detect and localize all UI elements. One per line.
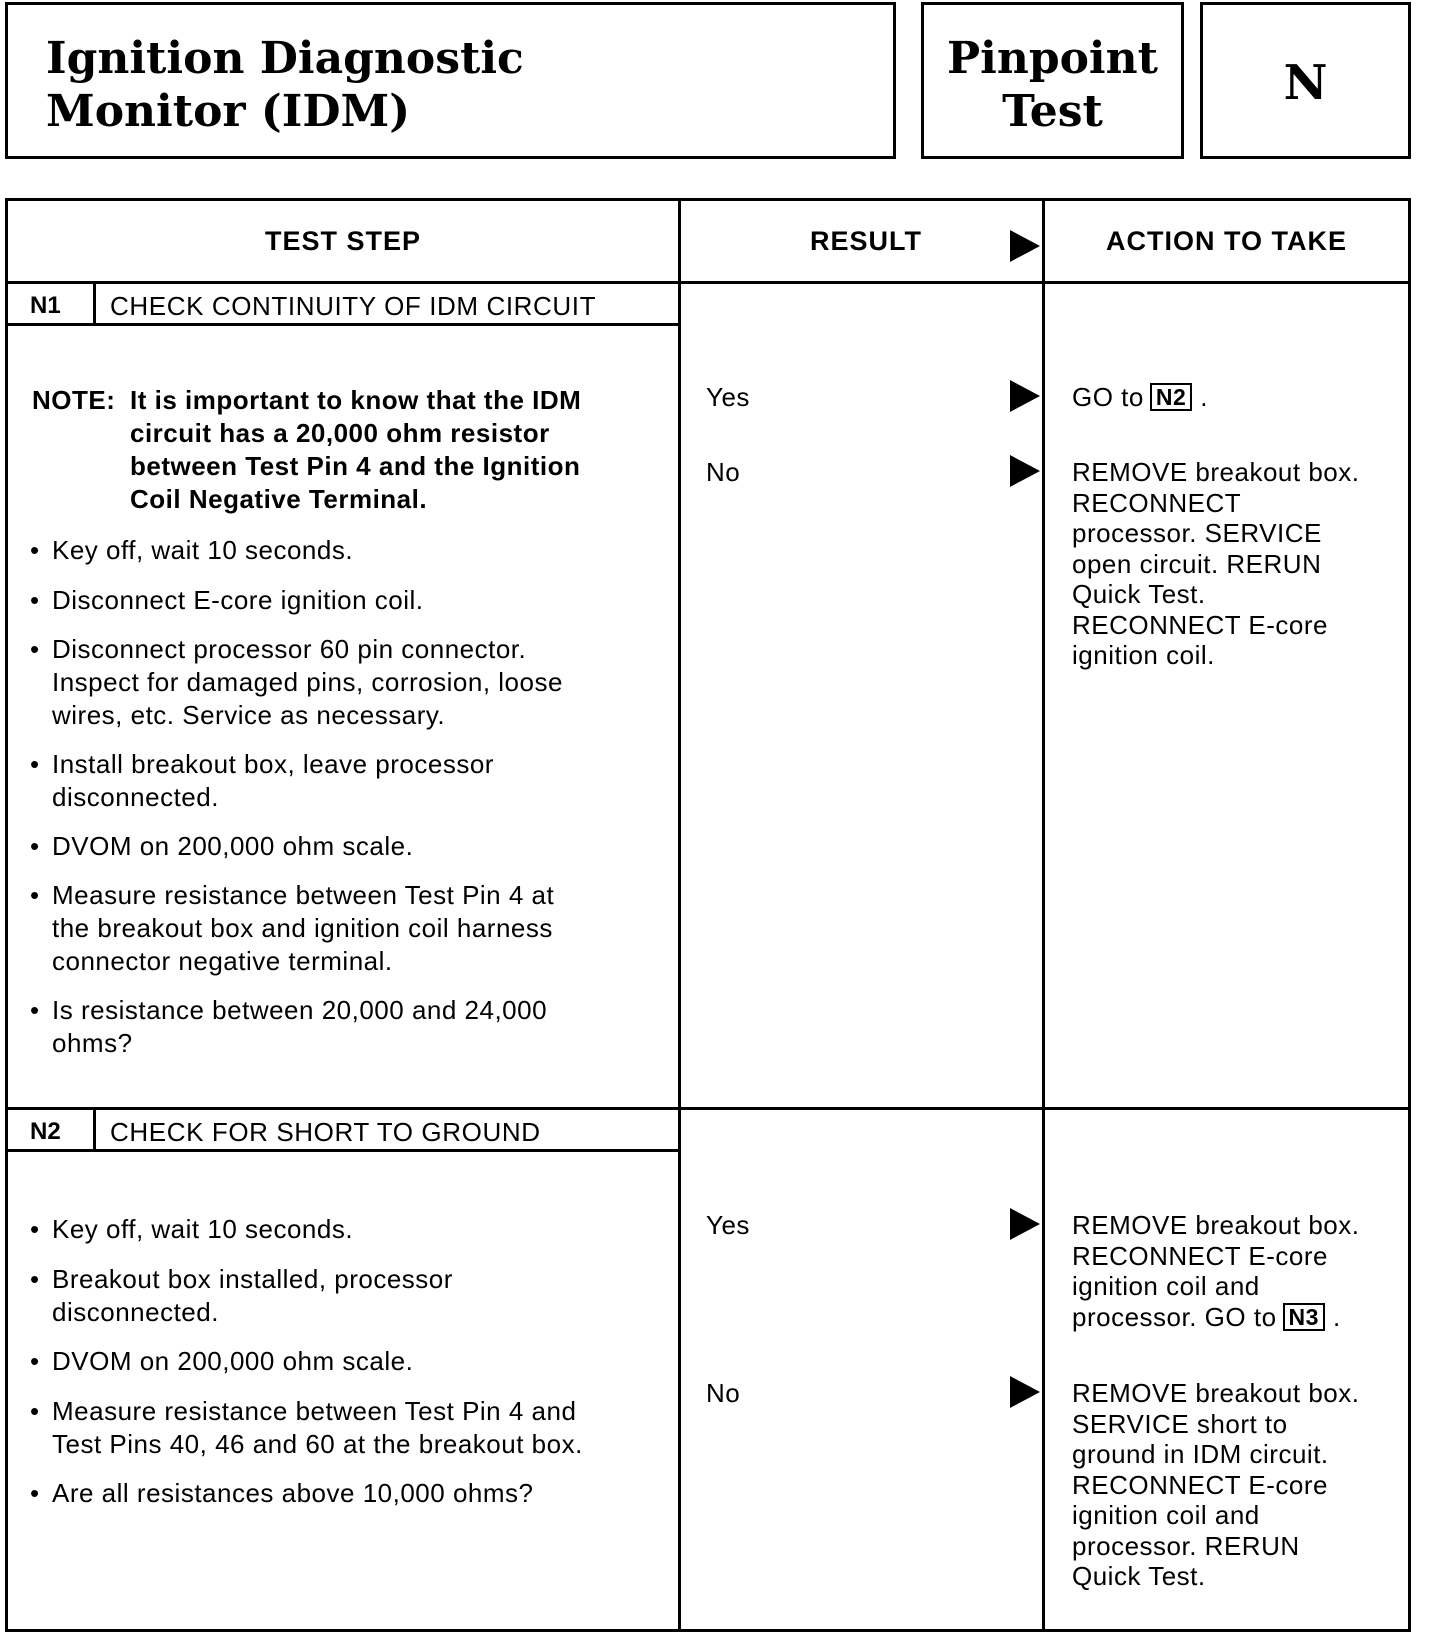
document-title (46, 32, 524, 138)
n2-title-divider (5, 1149, 681, 1152)
step-reference-n2[interactable]: N2 (1150, 383, 1192, 411)
action-line: ignition coil and (1072, 1500, 1260, 1530)
action-suffix: . (1200, 382, 1208, 412)
result-arrow-icon (1010, 455, 1040, 487)
bullet-dot-icon: • (30, 749, 40, 779)
bullet-line: the breakout box and ignition coil harness (52, 913, 553, 943)
step-title-n1: CHECK CONTINUITY OF IDM CIRCUIT (110, 291, 597, 321)
note-line: circuit has a 20,000 ohm resistor (130, 418, 550, 448)
bullet-dot-icon: • (30, 831, 40, 861)
table-border-right (1408, 198, 1411, 1632)
action-line: ground in IDM circuit. (1072, 1439, 1329, 1469)
n1-action-no (1072, 457, 1359, 671)
action-line: ignition coil and (1072, 1271, 1260, 1301)
action-line: processor. RERUN (1072, 1530, 1300, 1561)
document-title-line-2: Monitor (IDM) (46, 86, 411, 137)
bullet-line: Disconnect processor 60 pin connector. (52, 634, 527, 664)
n1-result-yes: Yes (706, 382, 750, 412)
bullet-line: Disconnect E-core ignition coil. (52, 585, 424, 615)
bullet-line: disconnected. (52, 1297, 219, 1327)
test-letter: N (1283, 55, 1328, 111)
bullet-dot-icon: • (30, 995, 40, 1025)
bullet-dot-icon: • (30, 1214, 40, 1244)
action-line: open circuit. RERUN (1072, 548, 1322, 579)
bullet-line: wires, etc. Service as necessary. (52, 700, 446, 730)
action-line: REMOVE breakout box. (1072, 1378, 1360, 1408)
n2-action-no (1072, 1378, 1359, 1592)
bullet-line: DVOM on 200,000 ohm scale. (52, 1346, 414, 1376)
bullet-line: Key off, wait 10 seconds. (52, 535, 354, 565)
note-label: NOTE: (32, 385, 116, 415)
test-type-label (924, 32, 1181, 138)
action-line: REMOVE breakout box. (1072, 457, 1360, 487)
bullet-dot-icon: • (30, 1478, 40, 1508)
step-id-n1: N1 (30, 292, 61, 319)
action-line: REMOVE breakout box. (1072, 1210, 1360, 1240)
n1-result-no: No (706, 457, 741, 487)
action-line: RECONNECT E-core (1072, 1240, 1329, 1271)
note-body (130, 384, 581, 516)
step-row-divider (5, 1107, 1411, 1110)
n1-id-divider (93, 281, 96, 324)
n2-result-no: No (706, 1378, 741, 1408)
action-text: processor. GO to (1072, 1301, 1277, 1332)
result-arrow-icon (1010, 230, 1040, 262)
test-type-box (921, 2, 1184, 159)
n2-result-yes: Yes (706, 1210, 750, 1240)
action-line: RECONNECT E-core (1072, 1469, 1329, 1500)
table-border-top (5, 198, 1411, 201)
table-border-bottom (5, 1629, 1411, 1632)
action-line: Quick Test. (1072, 579, 1206, 609)
column-header-action: ACTION TO TAKE (1106, 226, 1347, 256)
column-divider-action (1042, 198, 1045, 1632)
column-divider-result (678, 198, 681, 1632)
action-line: RECONNECT E-core (1072, 609, 1329, 640)
test-type-line-2: Test (1002, 86, 1103, 137)
test-letter-box (1200, 2, 1411, 159)
action-line: ignition coil. (1072, 640, 1215, 670)
bullet-dot-icon: • (30, 634, 40, 664)
n2-id-divider (93, 1107, 96, 1150)
bullet-line: ohms? (52, 1028, 133, 1058)
step-title-n2: CHECK FOR SHORT TO GROUND (110, 1117, 541, 1147)
action-line: processor. SERVICE (1072, 518, 1322, 548)
action-line: SERVICE short to (1072, 1408, 1288, 1439)
test-type-line-1: Pinpoint (947, 33, 1158, 84)
document-title-line-1: Ignition Diagnostic (46, 33, 524, 84)
note-line: It is important to know that the IDM (130, 385, 582, 415)
bullet-dot-icon: • (30, 880, 40, 910)
n1-action-yes (1072, 382, 1208, 413)
step-reference-n3[interactable]: N3 (1283, 1303, 1325, 1331)
bullet-dot-icon: • (30, 1346, 40, 1376)
bullet-line: DVOM on 200,000 ohm scale. (52, 831, 414, 861)
bullet-dot-icon: • (30, 1396, 40, 1426)
bullet-line: Are all resistances above 10,000 ohms? (52, 1478, 534, 1508)
note-line: Coil Negative Terminal. (130, 484, 428, 514)
bullet-line: connector negative terminal. (52, 946, 393, 976)
step-id-n2: N2 (30, 1118, 61, 1145)
result-arrow-icon (1010, 1376, 1040, 1408)
bullet-line: Key off, wait 10 seconds. (52, 1214, 354, 1244)
table-border-left (5, 198, 8, 1632)
bullet-dot-icon: • (30, 585, 40, 615)
bullet-line: Measure resistance between Test Pin 4 and (52, 1396, 577, 1426)
result-arrow-icon (1010, 1208, 1040, 1240)
column-header-test-step: TEST STEP (264, 226, 422, 256)
bullet-line: Install breakout box, leave processor (52, 749, 494, 779)
column-header-result: RESULT (810, 226, 922, 256)
bullet-line: disconnected. (52, 782, 219, 812)
n2-action-yes (1072, 1210, 1359, 1332)
action-line (1072, 1302, 1359, 1333)
result-arrow-icon (1010, 380, 1040, 412)
n1-title-divider (5, 323, 681, 326)
bullet-line: Inspect for damaged pins, corrosion, loose (52, 667, 563, 697)
action-line: Quick Test. (1072, 1561, 1206, 1591)
document-title-box (5, 2, 896, 159)
header-row-divider (5, 281, 1411, 284)
bullet-dot-icon: • (30, 1264, 40, 1294)
bullet-line: Test Pins 40, 46 and 60 at the breakout box. (52, 1429, 583, 1459)
bullet-line: Is resistance between 20,000 and 24,000 (52, 995, 548, 1025)
action-text: GO to (1072, 382, 1144, 412)
bullet-line: Breakout box installed, processor (52, 1264, 453, 1294)
action-line: RECONNECT (1072, 487, 1242, 518)
bullet-line: Measure resistance between Test Pin 4 at (52, 880, 555, 910)
bullet-dot-icon: • (30, 535, 40, 565)
action-suffix: . (1332, 1301, 1341, 1332)
note-line: between Test Pin 4 and the Ignition (130, 451, 581, 481)
